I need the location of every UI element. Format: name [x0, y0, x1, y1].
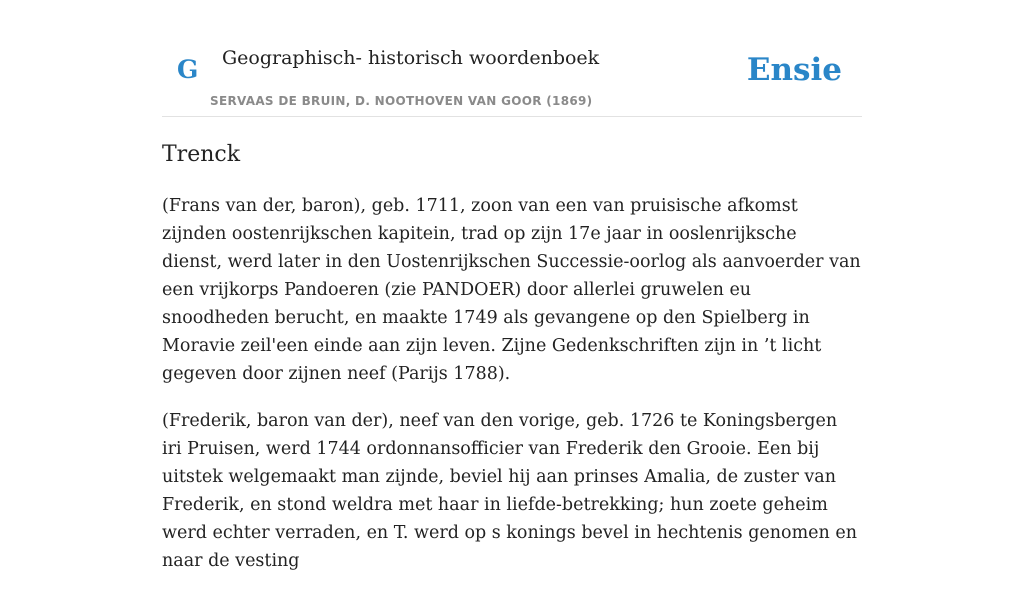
book-logo-icon[interactable]: G [177, 55, 199, 84]
entry-title: Trenck [162, 142, 241, 167]
entry-body [162, 192, 862, 594]
entry-paragraph: (Frederik, baron van der), neef van den vorige, geb. 1726 te Koningsbergen iri Pruisen, werd 1744 ordonnansofficier van Frederik den Grooie. Een bij uitstek welgemaakt man zijnde, beviel hij aan prinses Amalia, de zuster van Frederik, en stond weldra met haar in liefde-betrekking; hun zoete geheim werd echter verraden, en T. werd op s konings bevel in hechtenis genomen en naar de vesting [162, 411, 857, 571]
book-authors: SERVAAS DE BRUIN, D. NOOTHOVEN VAN GOOR (1869) [210, 94, 593, 108]
entry-paragraph: (Frans van der, baron), geb. 1711, zoon van een van pruisische afkomst zijnden oostenrijkschen kapitein, trad op zijn 17e jaar in ooslenrijksche dienst, werd later in den Uostenrijkschen Successie-oorlog als aanvoerder van een vrijkorps Pandoeren (zie PANDOER) door allerlei gruwelen eu snoodheden berucht, en maakte 1749 als gevangene op den Spielberg in Moravie zeil'een einde aan zijn leven. Zijne Gedenkschriften zijn in ’t licht gegeven door zijnen neef (Parijs 1788). [162, 196, 861, 384]
ensie-logo-link[interactable]: Ensie [746, 52, 842, 88]
book-title-link[interactable]: Geographisch- historisch woordenboek [222, 47, 600, 69]
book-header [162, 0, 862, 117]
